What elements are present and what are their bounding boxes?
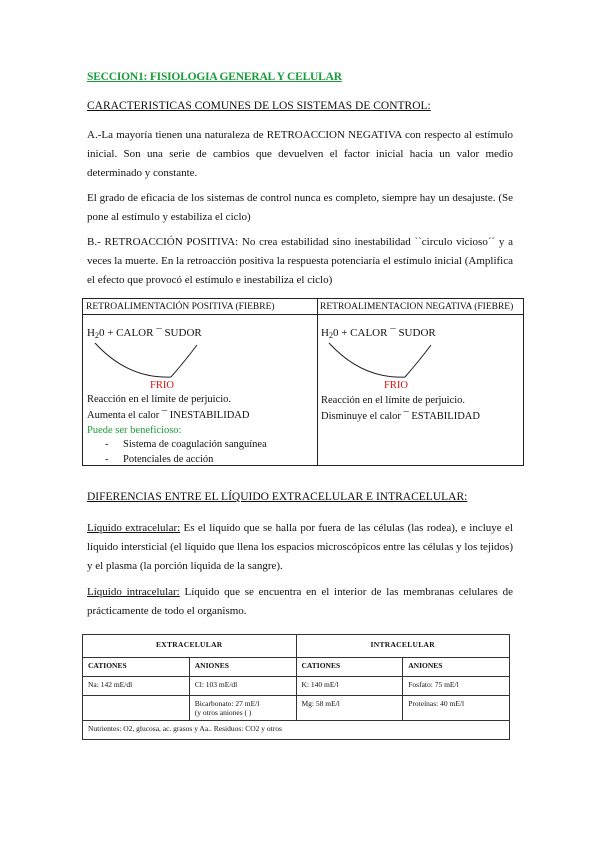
feedback-table bbox=[82, 298, 524, 466]
extra-cationes-header: CATIONES bbox=[83, 658, 190, 677]
table-cell: Cl: 103 mE/dl bbox=[189, 677, 296, 696]
table-cell: Na: 142 mE/dl bbox=[83, 677, 190, 696]
extracelular-label: Líquido extracelular: bbox=[87, 522, 181, 534]
diferencias-heading: DIFERENCIAS ENTRE EL LÍQUIDO EXTRACELULAR E INTRACELULAR: bbox=[87, 491, 468, 503]
negative-formula: $H_20$ + CALOR ¯ SUDOR bbox=[321, 327, 436, 340]
intra-aniones-header: ANIONES bbox=[403, 658, 510, 677]
negative-line2: Disminuye el calor ¯ ESTABILIDAD bbox=[321, 411, 480, 422]
intracelular-header: INTRACELULAR bbox=[296, 635, 510, 658]
table-cell bbox=[83, 696, 190, 721]
positive-formula: $H_20$ + CALOR ¯ SUDOR bbox=[87, 327, 202, 340]
ion-table-footer: Nutrientes: O2, glucosa, ac. grasos y Aa.. Residuos: CO2 y otros bbox=[83, 721, 510, 740]
paragraph-intracelular: Líquido intracelular: Líquido que se encuentra en el interior de las membranas celulares de prácticamente de todo el organismo. bbox=[87, 586, 513, 617]
extracelular-header: EXTRACELULAR bbox=[83, 635, 297, 658]
table-row bbox=[83, 677, 510, 696]
table-cell: Bicarbonato: 27 mE/l (y otros aniones ( ) bbox=[189, 696, 296, 721]
list-item-bullet: - bbox=[105, 454, 109, 465]
positive-line2: Aumenta el calor ¯ INESTABILIDAD bbox=[87, 410, 250, 421]
list-item-bullet: - bbox=[105, 439, 109, 450]
section-title: SECCION1: FISIOLOGIA GENERAL Y CELULAR bbox=[87, 71, 342, 83]
positive-header: RETROALIMENTACIÓN POSITIVA (FIEBRE) bbox=[83, 299, 317, 315]
table-cell: Proteínas: 40 mE/l bbox=[403, 696, 510, 721]
paragraph-a: A.-La mayoría tienen una naturaleza de RETROACCION NEGATIVA con respecto al estímulo inicial. Son una serie de cambios que devuelven el factor inicial hacia un valor medio determinado y constante. bbox=[87, 129, 513, 179]
intracelular-label: Líquido intracelular: bbox=[87, 586, 180, 598]
list-item-potenciales: Potenciales de acción bbox=[123, 454, 214, 465]
positive-benefit: Puede ser beneficioso: bbox=[87, 425, 182, 436]
negative-header: RETROALIMENTACION NEGATIVA (FIEBRE) bbox=[317, 299, 523, 315]
positive-line1: Reacción en el límite de perjuicio. bbox=[87, 394, 232, 405]
table-row bbox=[83, 696, 510, 721]
list-item-coagulacion: Sistema de coagulación sanguínea bbox=[123, 439, 267, 450]
caracteristicas-heading: CARACTERISTICAS COMUNES DE LOS SISTEMAS DE CONTROL: bbox=[87, 100, 431, 112]
intra-cationes-header: CATIONES bbox=[296, 658, 403, 677]
positive-curve bbox=[93, 341, 203, 385]
negative-frio: FRIO bbox=[384, 380, 408, 391]
extra-aniones-header: ANIONES bbox=[189, 658, 296, 677]
paragraph-b: B.- RETROACCIÓN POSITIVA: No crea estabilidad sino inestabilidad ``circulo vicioso´´ y a veces la muerte. En la retroacción positiva la respuesta potenciaría el estímulo inicial (Amplifica el efecto que provocó el estímulo e inestabiliza el ciclo) bbox=[87, 236, 513, 286]
table-cell: K: 140 mE/l bbox=[296, 677, 403, 696]
positive-frio: FRIO bbox=[150, 380, 174, 391]
ion-table bbox=[82, 634, 510, 740]
negative-line1: Reacción en el límite de perjuicio. bbox=[321, 395, 466, 406]
paragraph-grado: El grado de eficacia de los sistemas de control nunca es completo, siempre hay un desajuste. (Se pone al estímulo y estabiliza el ciclo) bbox=[87, 192, 513, 223]
table-cell: Mg: 58 mE/l bbox=[296, 696, 403, 721]
negative-curve bbox=[327, 341, 437, 385]
table-cell: Fosfato: 75 mE/l bbox=[403, 677, 510, 696]
paragraph-extracelular: Líquido extracelular: Es el líquido que se halla por fuera de las células (las rodea), e incluye el líquido intersticial (el líquido que llena los espacios microscópicos entre las células y los tejidos) y el plasma (la porción líquida de la sangre). bbox=[87, 522, 513, 572]
